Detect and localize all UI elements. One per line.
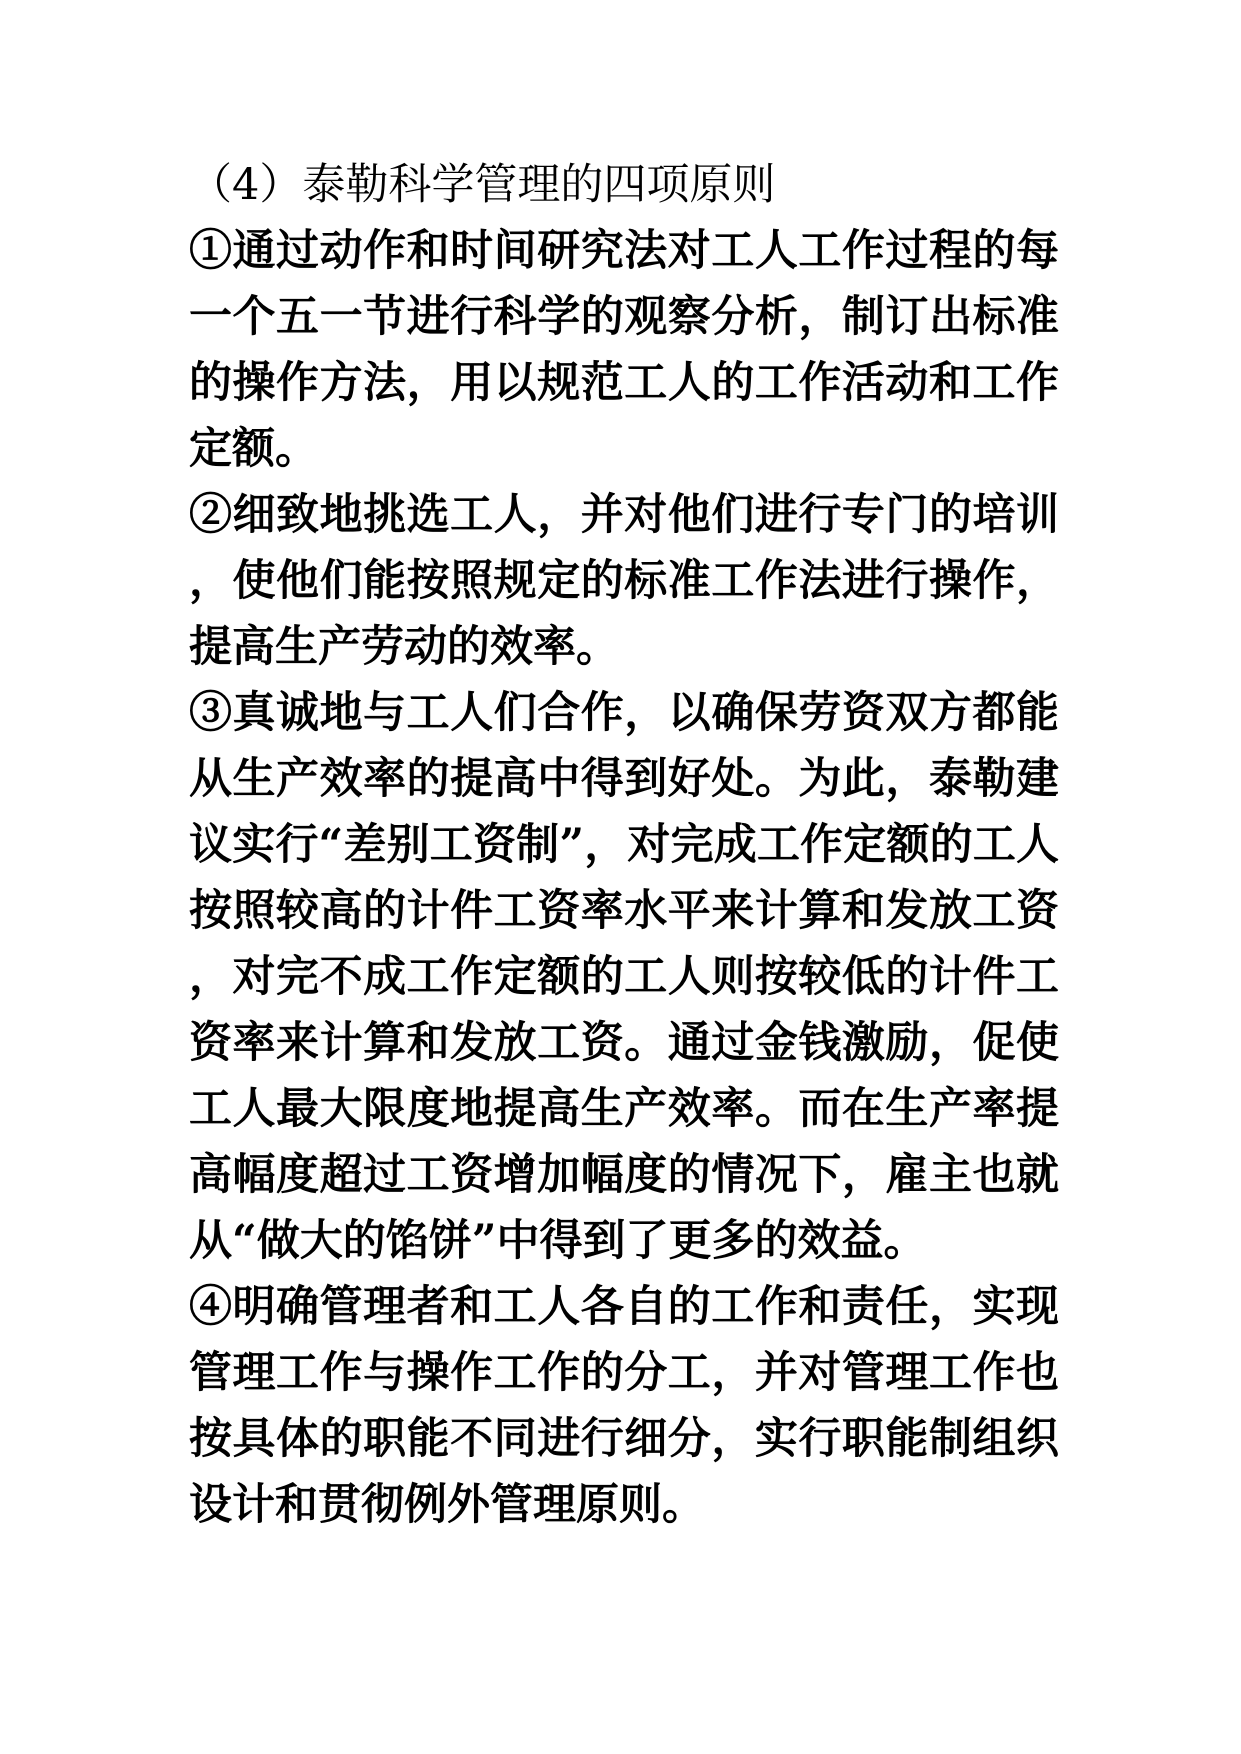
document-page [189,152,1059,1538]
principle-2-paragraph: ②细致地挑选工人，并对他们进行专门的培训，使他们能按照规定的标准工作法进行操作，提高生产劳动的效率。 [189,490,1059,672]
section-heading: （4）泰勒科学管理的四项原则 [189,160,776,210]
principle-1-paragraph: ①通过动作和时间研究法对工人工作过程的每一个五一节进行科学的观察分析，制订出标准的操作方法，用以规范工人的工作活动和工作定额。 [189,226,1059,474]
principle-3-paragraph: ③真诚地与工人们合作，以确保劳资双方都能从生产效率的提高中得到好处。为此，泰勒建议实行“差别工资制”，对完成工作定额的工人按照较高的计件工资率水平来计算和发放工资，对完不成工作定额的工人则按较低的计件工资率来计算和发放工资。通过金钱激励，促使工人最大限度地提高生产效率。而在生产率提高幅度超过工资增加幅度的情况下，雇主也就从“做大的馅饼”中得到了更多的效益。 [189,688,1059,1266]
principle-4-paragraph: ④明确管理者和工人各自的工作和责任，实现管理工作与操作工作的分工，并对管理工作也按具体的职能不同进行细分，实行职能制组织设计和贯彻例外管理原则。 [189,1282,1059,1530]
